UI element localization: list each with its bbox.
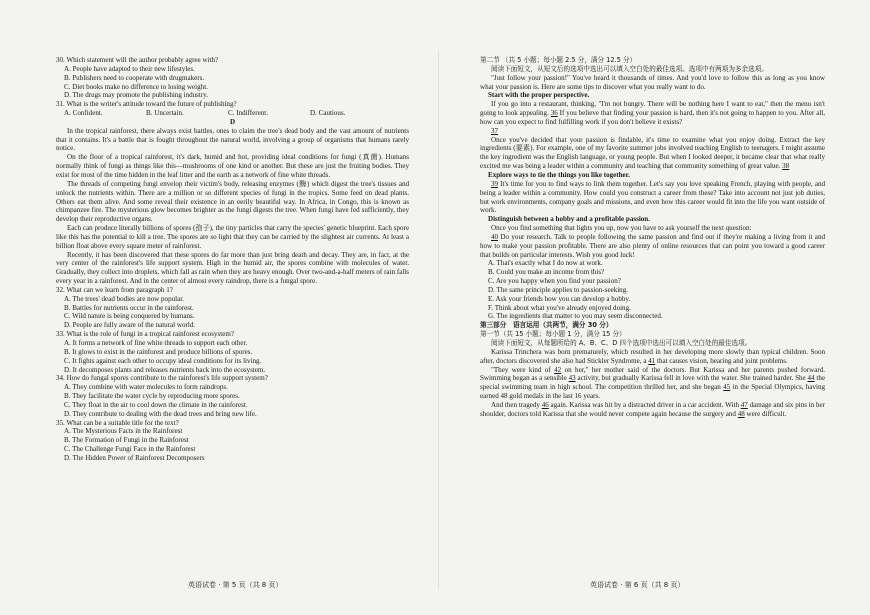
text-run: again. Karissa was hit by a distracted driver in a car accident. With: [548, 400, 741, 409]
text-run: Do your research. Talk to people following the same passion and find out if they're making a living from it and how to make your passion profitable. There are also plenty of online resources that can point you toward a good career that builds on particular interests. Wish you good luck!: [480, 232, 825, 259]
cloze-paragraph: [480, 127, 825, 136]
page-footer-left: 英语试卷 · 第 5 页（共 8 页）: [188, 581, 283, 589]
q35-option-c: C. The Challenge Fungi Face in the Rainforest: [64, 445, 196, 454]
q34-stem: 34. How do fungal spores contribute to the rainforest's life support system?: [56, 374, 268, 383]
passage-d: [56, 127, 409, 286]
text-run: that causes vision, bearing and joint problems.: [655, 356, 788, 365]
text-run: on her," her mother said of the doctors. But Karissa and her parents pushed forward. Swimming began as a sensible: [480, 365, 825, 383]
cloze-paragraph: "Just follow your passion!" You've heard it thousands of times. And you'd love to follow this as long as you know what your passion is. Here are some tips to discover what you really want to do.: [480, 73, 825, 91]
q33-stem: 33. What is the role of fungi in a tropical rainforest ecosystem?: [56, 330, 234, 339]
cloze-paragraph: Once you find something that lights you up, now you have to ask yourself the next question:: [491, 224, 752, 233]
q30-option-c: C. Diet books make no difference to losing weight.: [64, 82, 208, 91]
passage-paragraph: Recently, it has been discovered that these spores do far more than just bring death and decay. They are, in fact, at the very center of the rainforest's life support system. High in the humid air, the spores combine with molecules of water. Gradually, they collect into droplets, which fall as rain when they are heavy enough. Over two-and-a-half meters of rain falls every year in a rainforest. And in the center of almost every raindrop, there is a fungal spore.: [56, 250, 409, 286]
cloze-paragraph: [480, 100, 825, 127]
text-run: damage and six pins in her shoulder, doctors told Karissa that she would never compete again because the surgery and: [480, 400, 825, 418]
blank-43: 43: [568, 374, 576, 383]
blank-48: 48: [737, 409, 745, 418]
blank-38: 38: [782, 162, 790, 171]
blank-46: 46: [541, 400, 549, 409]
question-32: [56, 286, 409, 330]
text-run: It's time for you to find ways to link them together. Let's say you love speaking French, playing with people, and being a leader within a community. How could you construct a career from these? Take into account not just job duties, but work environments, company goals and missions, and even how this career would fit into the life you want outside of work.: [480, 179, 825, 215]
q34-option-d: D. They contribute to dealing with the dead trees and bring new life.: [64, 409, 257, 418]
q33-option-c: C. It fights against each other to occupy ideal conditions for its living.: [64, 356, 262, 365]
blank-39: 39: [491, 179, 499, 188]
option-b: B. Could you make an income from this?: [488, 268, 605, 277]
q33-option-b: B. It glows to exist in the rainforest and produce billions of spores.: [64, 347, 253, 356]
section1-title: 第一节（共 15 小题；每小题 1 分，满分 15 分）: [480, 330, 626, 339]
question-30: [56, 56, 409, 100]
q32-option-b: B. Battles for nutrients occur in the rainforest.: [64, 303, 194, 312]
section2-title: 第二节 （共 5 小题；每小题 2.5 分，满分 12.5 分）: [480, 56, 637, 64]
question-35: [56, 419, 409, 463]
text-run: Once you've decided that your passion is findable, it's time to examine what you enjoy doing. Extract the key ingredients (要素). For example, one of my favorite summer jobs involved teaching English to teenagers. I might assume the key ingredient was the English language, or young people. But when I looked deeper, it became clear that what really excited me was being a leader within a community and teaching that community something of great value.: [480, 135, 825, 171]
q30-option-a: A. People have adapted to their new lifestyles.: [64, 64, 195, 73]
text-run: activity, but gradually Karissa fell in love with the water. She trained harder. She: [575, 374, 808, 383]
text-run: were difficult.: [744, 409, 787, 418]
q31-option-a: A. Confident.: [64, 109, 103, 118]
text-run: in the Special Olympics, having earned 48 gold medals in the last 16 years.: [480, 383, 825, 401]
option-f: F. Think about what you've already enjoyed doing.: [488, 303, 631, 312]
question-33: [56, 330, 409, 374]
q31-option-c: C. Indifferent.: [228, 109, 268, 118]
q30-option-d: D. The drugs may promote the publishing industry.: [64, 91, 209, 100]
blank-47: 47: [740, 400, 748, 409]
right-page: [480, 56, 825, 419]
q35-option-b: B. The Formation of Fungi in the Rainforest: [64, 436, 189, 445]
q32-option-c: C. Wild nature is being conquered by humans.: [64, 312, 195, 321]
subheading: Start with the proper perspective.: [488, 91, 590, 100]
passage-paragraph: Each can produce literally billions of spores (孢子), the tiny particles that carry the species' genetic blueprint. Each spore like this has the potential to kill a tree. The spores are so light that they can be carried by the slightest air currents. At least a billion float above every square meter of rainforest.: [56, 224, 409, 250]
text-run: If you go into a restaurant, thinking, "I'm not hungry. There will be nothing here I want to eat," then the menu isn't going to look appealing.: [480, 100, 825, 118]
q34-option-b: B. They facilitate the water cycle by reproducing more spores.: [64, 392, 240, 401]
cloze-paragraph: [480, 366, 825, 401]
left-page: [56, 56, 409, 463]
blank-41: 41: [648, 356, 656, 365]
option-e: E. Ask your friends how you can develop a hobby.: [488, 294, 631, 303]
text-run: "They were kind of: [491, 365, 555, 374]
passage-paragraph: The threads of competing fungi envelop their victim's body, releasing enzymes (酶) which digest the tree's tissues and unlock the nutrients within. There are a million or so different species of fungi in the tropics. Some feed on dead plants. Others eat them alive. And some reveal their existence in an eerily beautiful way. In Africa, in Congo, this is known as chimpanzee fire. The mysterious glow becomes brighter as the fungi digests the tree. When fungi have fed sufficiently, they develop their reproductive organs.: [56, 179, 409, 224]
q32-option-a: A. The trees' dead bodies are now popular.: [64, 294, 184, 303]
question-31: [56, 100, 409, 118]
option-d: D. The same principle applies to passion-seeking.: [488, 285, 628, 294]
blank-44: 44: [807, 374, 815, 383]
q31-option-d: D. Cautious.: [310, 109, 346, 118]
passage-paragraph: In the tropical rainforest, there always exist battles, ones to claim the tree's dead body and the vast amount of nutrients that it contains. It's a battle that is fought throughout the natural world, involving a group of organisms that humans rarely notice.: [56, 126, 409, 153]
text-run: the special swimming team in high school. The competition thrilled her, and she began: [480, 374, 825, 392]
q33-option-d: D. It decomposes plants and releases nutrients back into the ecosystem.: [64, 365, 266, 374]
q35-option-d: D. The Hidden Power of Rainforest Decomposers: [64, 453, 205, 462]
q33-option-a: A. It forms a network of fine white threads to support each other.: [64, 339, 248, 347]
cloze-paragraph: [480, 401, 825, 419]
blank-45: 45: [723, 383, 731, 392]
passage-label: D: [229, 117, 236, 126]
text-run: And then tragedy: [491, 400, 542, 409]
q31-option-b: B. Uncertain.: [146, 109, 184, 118]
cloze-paragraph: [480, 180, 825, 215]
blank-42: 42: [554, 365, 562, 374]
subheading: Distinguish between a hobby and a profitable passion.: [488, 215, 650, 224]
option-c: C. Are you happy when you find your passion?: [488, 277, 621, 286]
q35-option-a: A. The Mysterious Facts in the Rainforest: [64, 427, 183, 436]
blank-36: 36: [550, 109, 558, 118]
blank-37: 37: [491, 126, 499, 135]
cloze-paragraph: [480, 136, 825, 171]
text-run: Karissa Trinchera was born prematurely, which resulted in her developing more slowly than typical children. Soon after, doctors discovered she also had Stickler Syndrome, a: [480, 347, 825, 365]
subheading: Explore ways to tie the things you like together.: [488, 170, 630, 179]
section1-instructions: 阅读下面短文，从每题所给的 A、B、C、D 四个选项中选出可以填入空白处的最佳选项。: [491, 339, 752, 347]
q34-option-a: A. They combine with water molecules to form raindrops.: [64, 383, 228, 392]
q34-option-c: C. They float in the air to cool down the climate in the rainforest.: [64, 400, 248, 409]
option-a: A. That's exactly what I do now at work.: [488, 259, 603, 268]
page-divider: [438, 50, 439, 590]
q30-stem: 30. Which statement will the author probably agree with?: [56, 56, 219, 64]
q31-stem: 31. What is the writer's attitude toward the future of publishing?: [56, 100, 237, 109]
option-list: [480, 259, 825, 321]
question-34: [56, 374, 409, 418]
cloze-paragraph: [480, 348, 825, 366]
q35-stem: 35. What can be a suitable title for the text?: [56, 418, 179, 427]
option-g: G. The ingredients that matter to you may seem disconnected.: [488, 312, 663, 321]
page-footer-right: 英语试卷 · 第 6 页（共 8 页）: [590, 581, 685, 589]
q30-option-b: B. Publishers need to cooperate with drugmakers.: [64, 73, 205, 82]
text-run: If you believe that finding your passion is hard, then it's not going to happen to you. After all, how can you expect to find fulfilling work if you don't believe it exists?: [480, 109, 825, 126]
part3-title: 第三部分 语言运用（共两节，满分 30 分）: [480, 321, 613, 330]
blank-40: 40: [491, 232, 499, 241]
cloze-paragraph: [480, 233, 825, 260]
section2-instructions: 阅读下面短文，从短文后的选项中选出可以填入空白处的最佳选项。选项中有两项为多余选项。: [491, 64, 768, 73]
q32-option-d: D. People are fully aware of the natural world.: [64, 321, 196, 330]
passage-paragraph: On the floor of a tropical rainforest, it's dark, humid and hot, providing ideal conditions for fungi (真菌). Humans normally think of fungi as things like this—mushrooms of one kind or another. But these are just the fruiting bodies. They exist for most of the time hidden in the leaf litter and the earth as a network of fine white threads.: [56, 153, 409, 179]
q32-stem: 32. What can we learn from paragraph 1?: [56, 285, 173, 294]
